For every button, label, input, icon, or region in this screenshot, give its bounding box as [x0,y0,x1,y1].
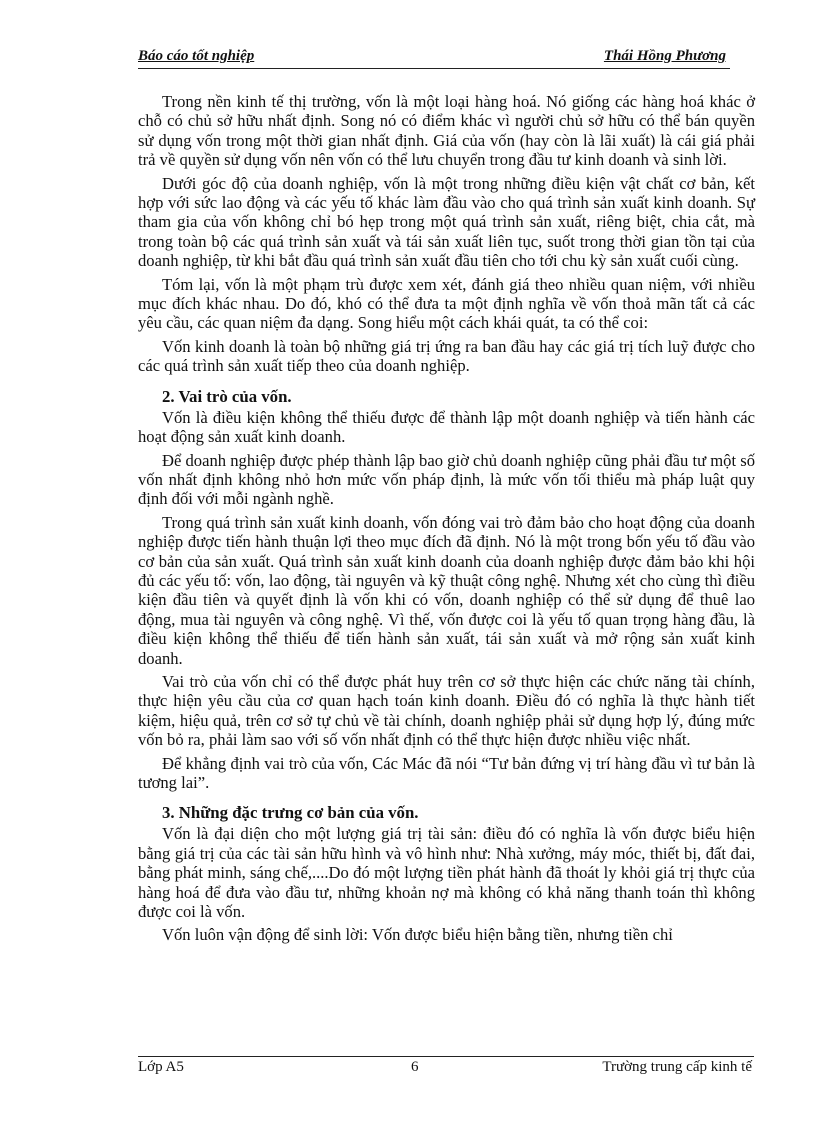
paragraph: Tóm lại, vốn là một phạm trù được xem xét, đánh giá theo nhiều quan niệm, với nhiều mục đích khác nhau. Do đó, khó có thể đưa ta một định nghĩa về vốn thoả mãn tất cả các yêu cầu, các quan niệm đa dạng. Song hiểu một cách khái quát, ta có thể coi: [138,274,755,333]
paragraph: Dưới góc độ của doanh nghiệp, vốn là một trong những điều kiện vật chất cơ bản, kết hợp với sức lao động và các yếu tố khác làm đầu vào cho quá trình sản xuất kinh doanh. Sự tham gia của vốn không chỉ bó hẹp trong một quá trình sản xuất, riêng biệt, chia cắt, mà trong toàn bộ các quá trình sản xuất và tái sản xuất liên tục, suốt trong thời gian tồn tại của doanh nghiệp, từ khi bắt đầu quá trình sản xuất đầu tiên cho tới chu kỳ sản xuất cuối cùng. [138,173,755,271]
section-heading: 3. Những đặc trưng cơ bản của vốn. [162,803,419,823]
paragraph: Vốn là đại diện cho một lượng giá trị tài sản: điều đó có nghĩa là vốn được biểu hiện bằng giá trị của các tài sản hữu hình và vô hình như: Nhà xưởng, máy móc, thiết bị, đất đai, bằng phát minh, sáng chế,....Do đó một lượng tiền phát hành đã thoát ly khỏi giá trị thực của hàng hoá để đưa vào đầu tư, những khoản nợ mà không có khả năng thanh toán thì không được coi là vốn. [138,824,755,922]
body-text [138,92,755,949]
footer-school-name: Trường trung cấp kinh tế [602,1059,752,1075]
paragraph: Vai trò của vốn chỉ có thể được phát huy trên cơ sở thực hiện các chức năng tài chính, thực hiện yêu cầu của cơ quan hạch toán kinh doanh. Điều đó có nghĩa là thực hành tiết kiệm, hiệu quả, trên cơ sở tự chủ về tài chính, doanh nghiệp phải sử dụng hợp lý, đúng mức vốn bỏ ra, phải làm sao với số vốn nhất định có thể thực hiện được nhiều việc nhất. [138,671,755,750]
header-report-title: Báo cáo tốt nghiệp [138,48,255,64]
paragraph: Trong nền kinh tế thị trường, vốn là một loại hàng hoá. Nó giống các hàng hoá khác ở chỗ có chủ sở hữu nhất định. Song nó có điểm khác vì người chủ sở hữu có thể bán quyền sử dụng vốn trong một thời gian nhất định. Giá của vốn (hay còn là lãi xuất) là cái giá phải trả về quyền sử dụng vốn nên vốn có thể lưu chuyển trong đầu tư kinh doanh và sinh lời. [138,92,755,170]
paragraph: Để doanh nghiệp được phép thành lập bao giờ chủ doanh nghiệp cũng phải đầu tư một số vốn nhất định không nhỏ hơn mức vốn pháp định, là mức vốn tối thiểu mà pháp luật quy định đối với mỗi ngành nghề. [138,450,755,509]
paragraph: Để khẳng định vai trò của vốn, Các Mác đã nói “Tư bản đứng vị trí hàng đầu vì tư bản là tương lai”. [138,753,755,792]
paragraph: Trong quá trình sản xuất kinh doanh, vốn đóng vai trò đảm bảo cho hoạt động của doanh nghiệp được tiến hành thuận lợi theo mục đích đã định. Nó là một trong bốn yếu tố đầu vào cơ bản của sản xuất. Quá trình sản xuất kinh doanh của doanh nghiệp được đảm bảo khi hội đủ các yếu tố: vốn, lao động, tài nguyên và kỹ thuật công nghệ. Nhưng xét cho cùng thì điều kiện đầu tiên và quyết định là vốn khi có vốn, doanh nghiệp có thể sử dụng để thuê lao động, mua tài nguyên và công nghệ. Vì thế, vốn được coi là yếu tố quan trọng hàng đầu, là điều kiện không thể thiếu để tiến hành sản xuất, tái sản xuất và mở rộng sản xuất kinh doanh. [138,512,755,668]
section-heading: 2. Vai trò của vốn. [162,386,292,406]
paragraph: Vốn kinh doanh là toàn bộ những giá trị ứng ra ban đầu hay các giá trị tích luỹ được cho các quá trình sản xuất tiếp theo của doanh nghiệp. [138,336,755,376]
paragraph: Vốn là điều kiện không thể thiếu được để thành lập một doanh nghiệp và tiến hành các hoạt động sản xuất kinh doanh. [138,407,755,447]
page-header [138,44,730,69]
paragraph: Vốn luôn vận động để sinh lời: Vốn được biểu hiện bằng tiền, nhưng tiền chỉ [162,925,673,945]
header-author-name: Thái Hồng Phương [603,48,726,64]
page-footer [138,1056,754,1079]
page-number: 6 [411,1059,419,1075]
footer-class-label: Lớp A5 [138,1059,184,1075]
